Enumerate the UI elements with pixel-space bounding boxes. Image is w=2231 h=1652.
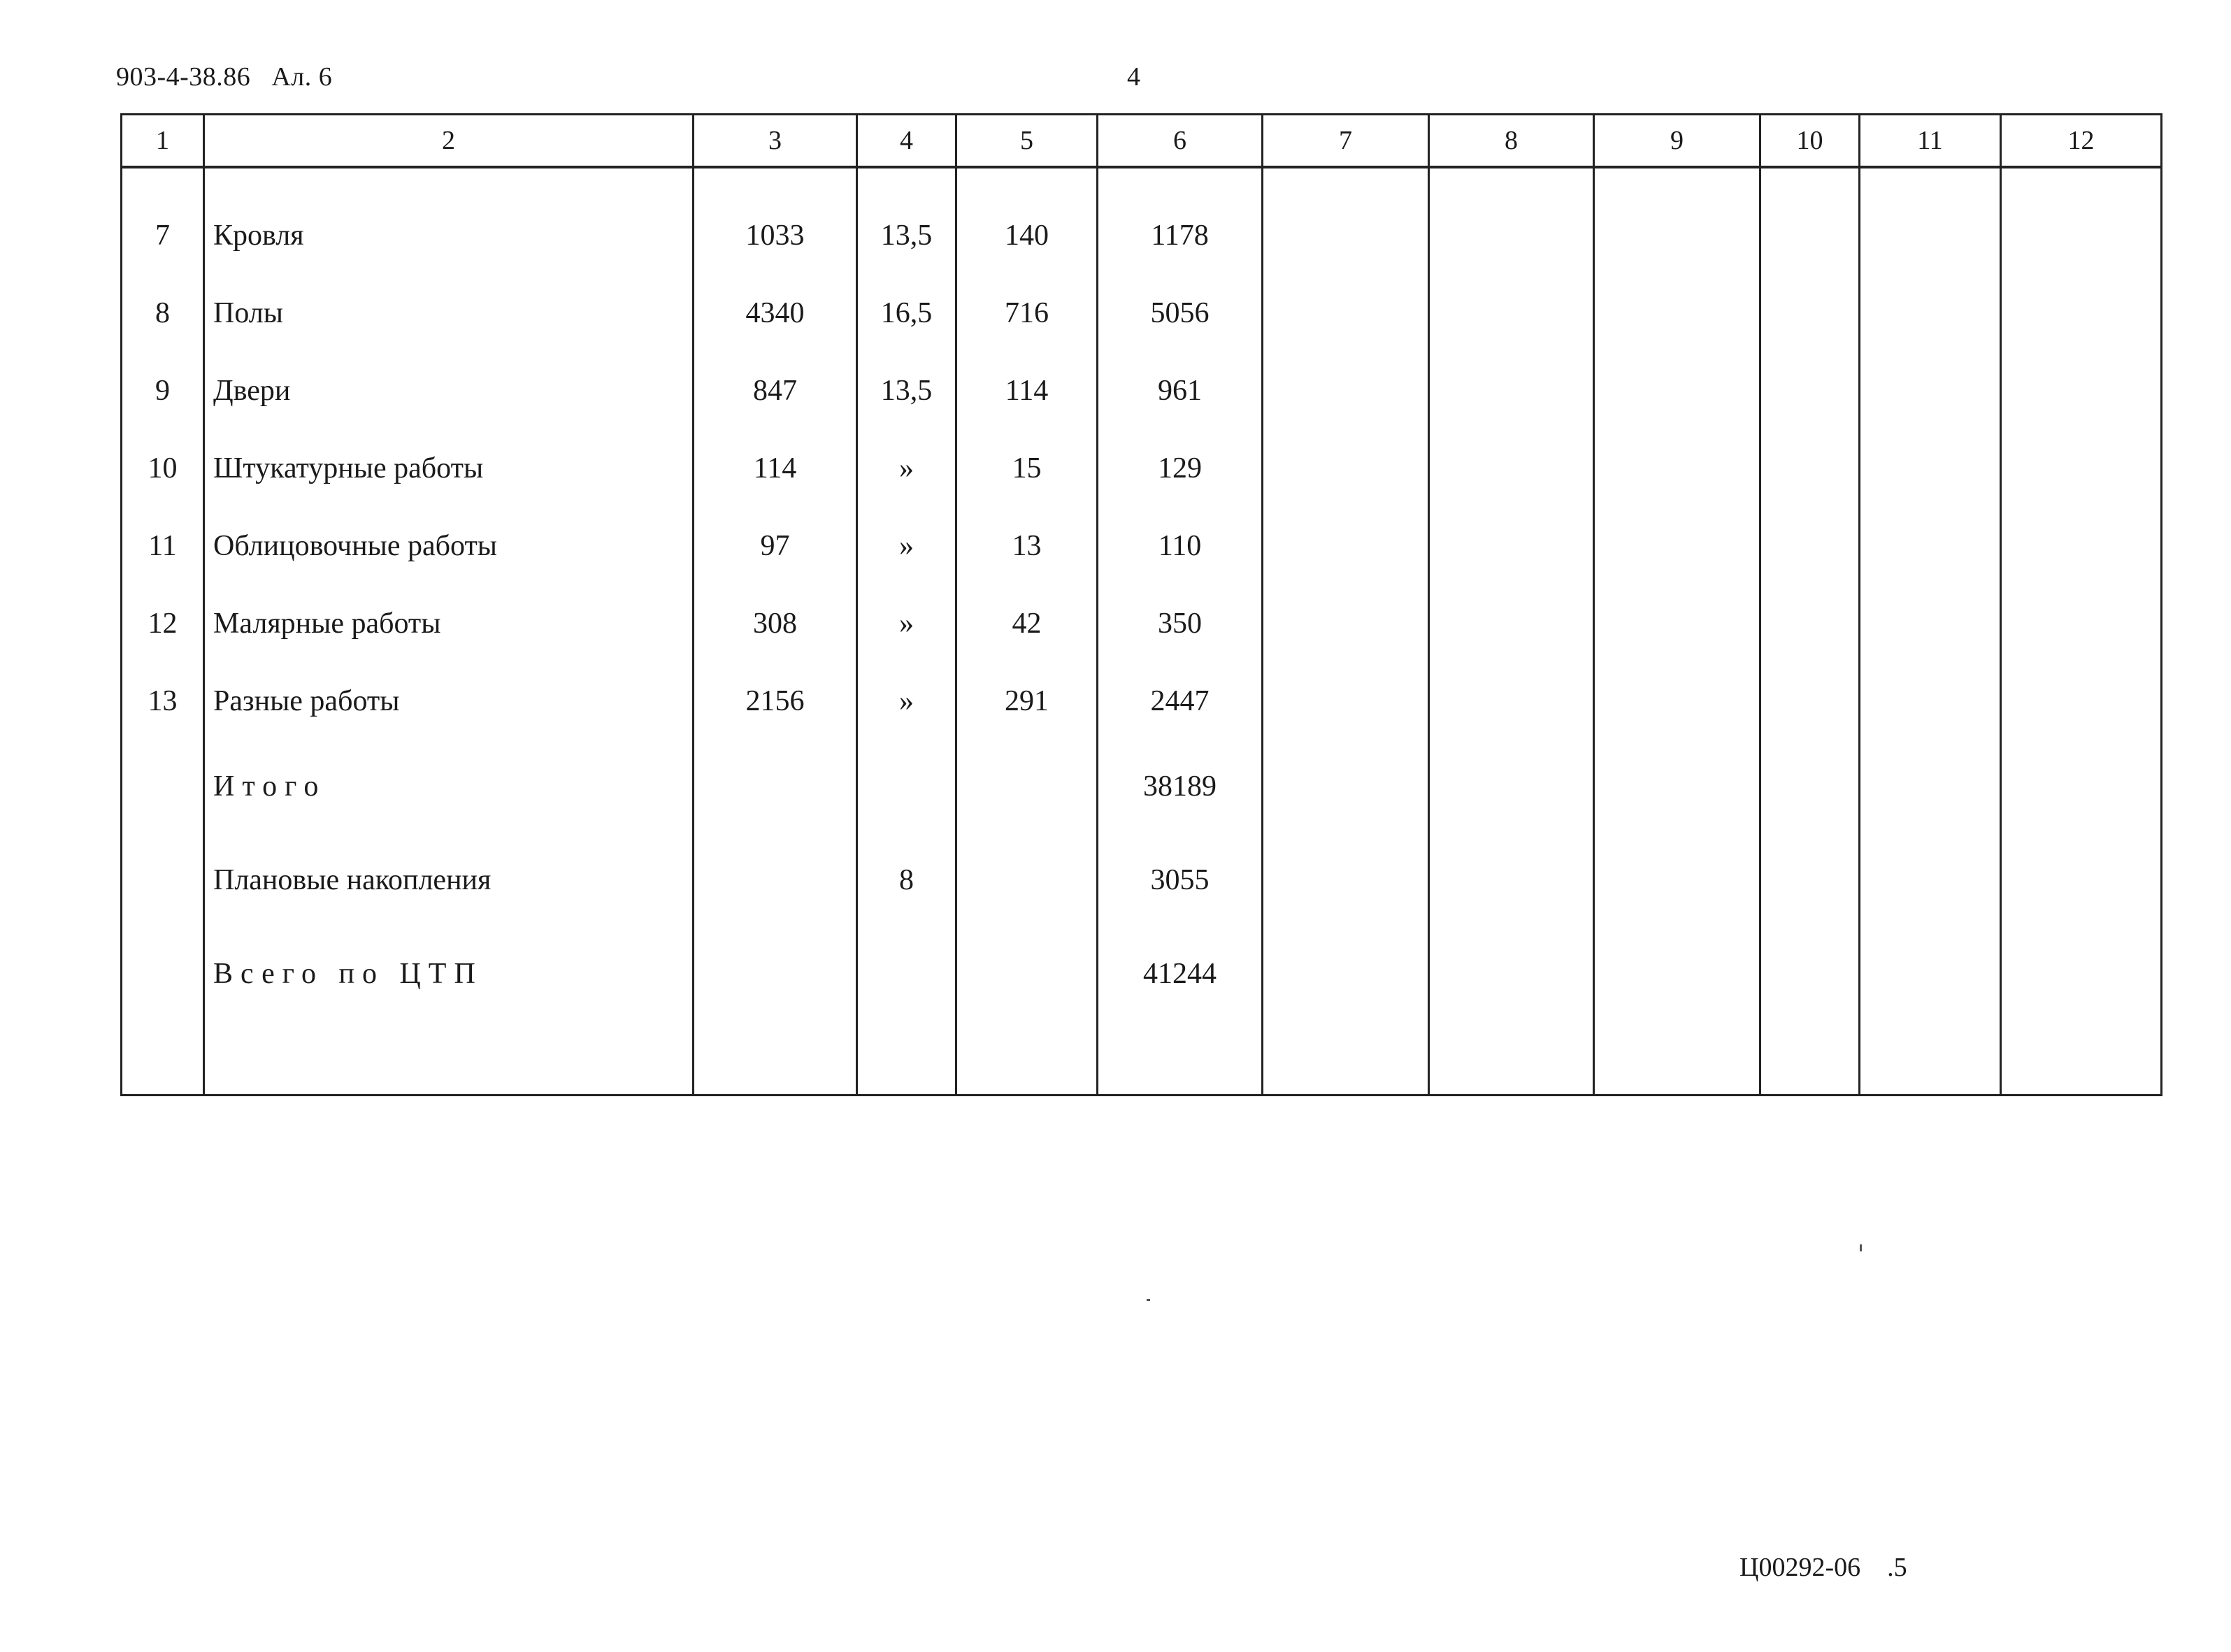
cell-col6: 350	[1098, 584, 1263, 662]
cell-col4: 8	[857, 833, 956, 927]
column-header: 8	[1429, 115, 1594, 168]
table-row	[122, 662, 2162, 740]
footer-code	[1739, 1552, 1907, 1583]
table-row	[122, 429, 2162, 507]
cell-col6: 3055	[1098, 833, 1263, 927]
row-number: 13	[122, 662, 204, 740]
row-name: Кровля	[204, 196, 694, 274]
cell-col3: 1033	[694, 196, 857, 274]
cell-col6: 129	[1098, 429, 1263, 507]
cell-col5: 15	[956, 429, 1098, 507]
footer-code-main: Ц00292-06	[1739, 1553, 1861, 1582]
row-number: 8	[122, 274, 204, 352]
cell-col4: »	[857, 662, 956, 740]
cell-col5: 716	[956, 274, 1098, 352]
summary-row-total	[122, 740, 2162, 833]
table-row	[122, 507, 2162, 584]
summary-name: Всего по ЦТП	[213, 958, 483, 990]
cell-col6: 2447	[1098, 662, 1263, 740]
cell-col6: 5056	[1098, 274, 1263, 352]
cell-col4: 16,5	[857, 274, 956, 352]
scan-speck	[1147, 1299, 1150, 1301]
footer-code-suffix: .5	[1887, 1553, 1907, 1582]
row-number: 7	[122, 196, 204, 274]
row-name: Облицовочные работы	[204, 507, 694, 584]
column-number-header	[122, 115, 2162, 168]
table-blank-row	[122, 1021, 2162, 1096]
column-header: 11	[1860, 115, 2001, 168]
cell-col3: 4340	[694, 274, 857, 352]
cell-col6: 961	[1098, 352, 1263, 429]
row-name: Полы	[204, 274, 694, 352]
cell-col3: 847	[694, 352, 857, 429]
cell-col4: 13,5	[857, 196, 956, 274]
cell-col5: 114	[956, 352, 1098, 429]
column-header: 2	[204, 115, 694, 168]
row-name: Малярные работы	[204, 584, 694, 662]
cell-col5: 13	[956, 507, 1098, 584]
column-header: 4	[857, 115, 956, 168]
cell-col6: 41244	[1098, 927, 1263, 1021]
cell-col4: 13,5	[857, 352, 956, 429]
page-number: 4	[1127, 62, 1140, 92]
row-number: 12	[122, 584, 204, 662]
row-number: 11	[122, 507, 204, 584]
scan-speck	[1860, 1244, 1862, 1251]
estimate-table	[120, 113, 2162, 1096]
column-header: 6	[1098, 115, 1263, 168]
cell-col4: »	[857, 584, 956, 662]
cell-col6: 110	[1098, 507, 1263, 584]
sheet-label: Ал. 6	[271, 62, 333, 92]
column-header: 10	[1760, 115, 1860, 168]
summary-row-planned-savings	[122, 833, 2162, 927]
cell-col5: 291	[956, 662, 1098, 740]
document-header	[116, 62, 332, 92]
cell-col3: 114	[694, 429, 857, 507]
summary-name: Плановые накопления	[204, 833, 694, 927]
table-row	[122, 196, 2162, 274]
cell-col3: 2156	[694, 662, 857, 740]
row-name: Разные работы	[204, 662, 694, 740]
document-code: 903-4-38.86	[116, 62, 251, 92]
cell-col5: 140	[956, 196, 1098, 274]
cell-col4	[857, 740, 956, 833]
table-row	[122, 584, 2162, 662]
row-name: Двери	[204, 352, 694, 429]
row-name: Штукатурные работы	[204, 429, 694, 507]
cell-col4	[857, 927, 956, 1021]
row-number: 10	[122, 429, 204, 507]
cell-col3: 308	[694, 584, 857, 662]
column-header: 1	[122, 115, 204, 168]
cell-col4: »	[857, 507, 956, 584]
column-header: 7	[1263, 115, 1429, 168]
table-row	[122, 274, 2162, 352]
summary-row-grand-total	[122, 927, 2162, 1021]
summary-name: Итого	[213, 770, 327, 803]
cell-col5: 42	[956, 584, 1098, 662]
table-row	[122, 352, 2162, 429]
table-spacer	[122, 167, 2162, 196]
column-header: 12	[2001, 115, 2162, 168]
column-header: 9	[1594, 115, 1760, 168]
column-header: 3	[694, 115, 857, 168]
cell-col4: »	[857, 429, 956, 507]
column-header: 5	[956, 115, 1098, 168]
row-number: 9	[122, 352, 204, 429]
cell-col6: 1178	[1098, 196, 1263, 274]
cell-col3: 97	[694, 507, 857, 584]
cell-col6: 38189	[1098, 740, 1263, 833]
